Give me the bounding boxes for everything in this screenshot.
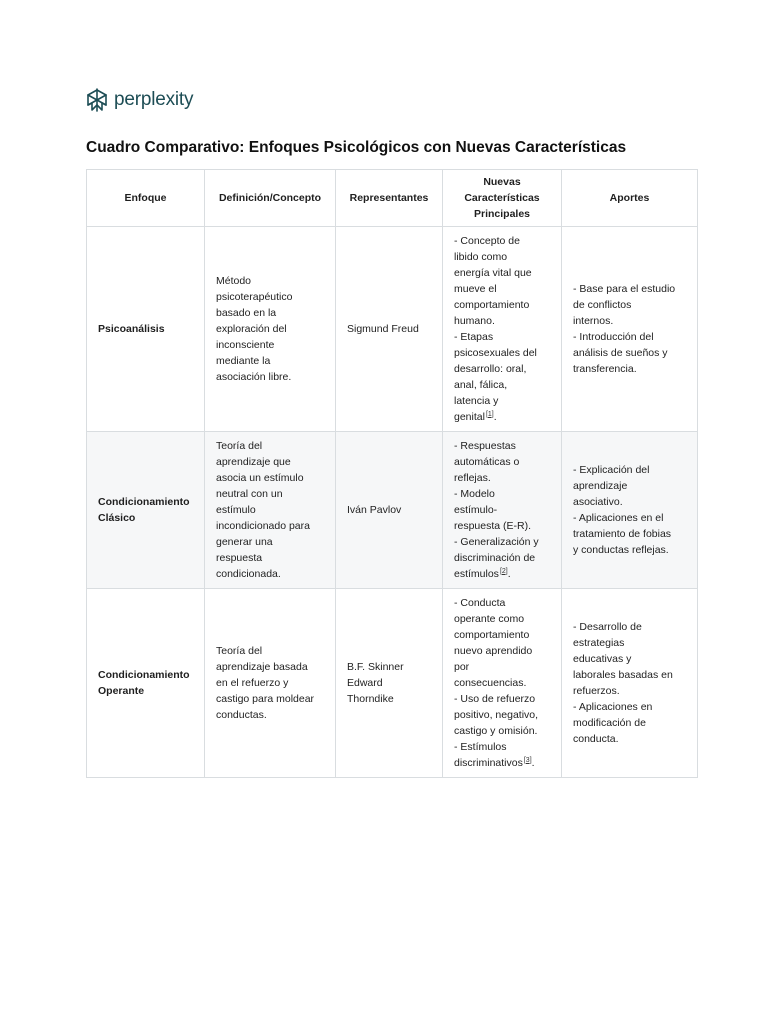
perplexity-logo-icon [86,88,108,112]
table-header-row [87,170,698,227]
citation-period: . [531,757,535,769]
header-definicion: Definición/Concepto [205,170,336,227]
cell-aportes: - Desarrollo de estrategias educativas y laborales basadas en refuerzos. - Aplicaciones en modificación de conducta. [562,589,698,778]
cell-representantes: B.F. Skinner Edward Thorndike [336,589,443,778]
cell-caracteristicas [443,589,562,778]
cell-definicion: Método psicoterapéutico basado en la exploración del inconsciente mediante la asociación libre. [205,227,336,432]
cell-enfoque: Condicionamiento Operante [87,589,205,778]
table-row [87,227,698,432]
header-enfoque: Enfoque [87,170,205,227]
caracteristicas-text: - Respuestas automáticas o reflejas. - Modelo estímulo- respuesta (E-R). - Generalización y discriminación de estímulos [454,440,539,580]
document-title: Cuadro Comparativo: Enfoques Psicológicos con Nuevas Características [86,139,627,156]
cell-enfoque: Psicoanálisis [87,227,205,432]
header-representantes: Representantes [336,170,443,227]
cell-definicion: Teoría del aprendizaje que asocia un estímulo neutral con un estímulo incondicionado para generar una respuesta condicionada. [205,432,336,589]
cell-definicion: Teoría del aprendizaje basada en el refuerzo y castigo para moldear conductas. [205,589,336,778]
header-aportes: Aportes [562,170,698,227]
cell-caracteristicas [443,227,562,432]
comparison-table [86,169,698,778]
cell-representantes: Iván Pavlov [336,432,443,589]
citation-link[interactable]: [1] [485,410,494,418]
cell-enfoque: Condicionamiento Clásico [87,432,205,589]
brand-logo [86,88,193,112]
caracteristicas-text: - Conducta operante como comportamiento nuevo aprendido por consecuencias. - Uso de refuerzo positivo, negativo, castigo y omisión. - Estímulos discriminativos [454,597,539,769]
citation-link[interactable]: [2] [499,567,508,575]
cell-representantes: Sigmund Freud [336,227,443,432]
table-row [87,589,698,778]
citation-period: . [493,411,497,423]
cell-caracteristicas [443,432,562,589]
cell-aportes: - Explicación del aprendizaje asociativo. - Aplicaciones en el tratamiento de fobias y conductas reflejas. [562,432,698,589]
brand-name: perplexity [114,89,194,110]
citation-link[interactable]: [3] [523,756,532,764]
header-caracteristicas: Nuevas Características Principales [443,170,562,227]
table-row [87,432,698,589]
cell-aportes: - Base para el estudio de conflictos internos. - Introducción del análisis de sueños y transferencia. [562,227,698,432]
citation-period: . [507,568,511,580]
caracteristicas-text: - Concepto de libido como energía vital que mueve el comportamiento humano. - Etapas psicosexuales del desarrollo: oral, anal, fálica, latencia y genital [454,235,537,423]
